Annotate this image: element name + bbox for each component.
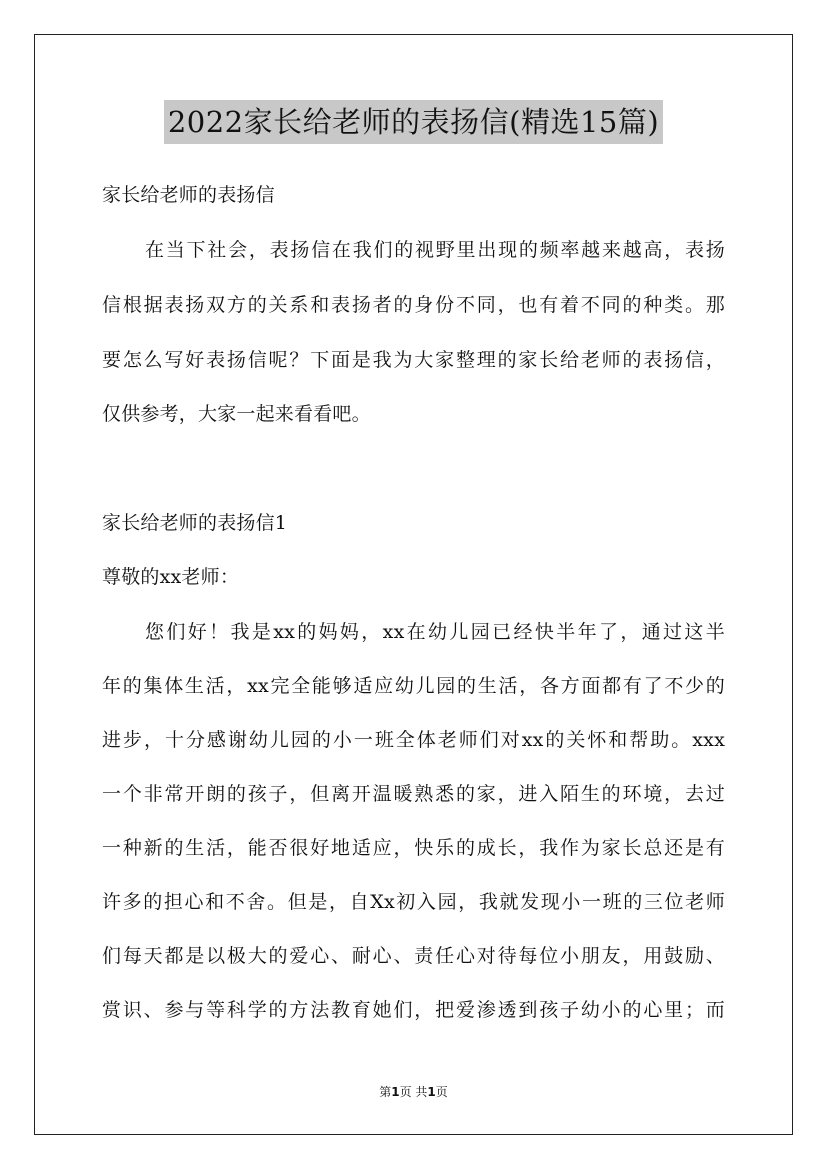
letter-line-text: 许多的担心和不舍。但是，自Xx初入园，我就发现小一班的三位老师	[102, 891, 725, 913]
letter-line-text: 一种新的生活，能否很好地适应，快乐的成长，我作为家长总还是有	[102, 837, 725, 859]
letter-line	[102, 779, 725, 806]
letter-line	[102, 725, 725, 752]
letter-line	[102, 833, 725, 860]
letter-line	[102, 995, 725, 1022]
footer-total-pages: 1	[427, 1085, 436, 1099]
letter-line-text: 年的集体生活，xx完全能够适应幼儿园的生活，各方面都有了不少的	[102, 675, 725, 697]
letter-line	[145, 617, 725, 644]
intro-paragraph-line: 仅供参考，大家一起来看看吧。	[102, 403, 371, 425]
intro-heading: 家长给老师的表扬信	[102, 184, 275, 206]
intro-line-text: 要怎么写好表扬信呢？下面是我为大家整理的家长给老师的表扬信，	[102, 349, 725, 371]
page-footer	[0, 1083, 827, 1100]
letter-line	[102, 671, 725, 698]
footer-suffix: 页	[435, 1085, 448, 1099]
letter-line-text: 进步，十分感谢幼儿园的小一班全体老师们对xx的关怀和帮助。xxx	[102, 729, 725, 751]
intro-paragraph-line	[102, 290, 725, 317]
salutation: 尊敬的xx老师：	[102, 566, 240, 588]
letter-line-text: 们每天都是以极大的爱心、耐心、责任心对待每位小朋友，用鼓励、	[102, 945, 725, 967]
footer-mid: 页 共	[399, 1085, 428, 1099]
document-title: 2022家长给老师的表扬信(精选15篇)	[164, 100, 663, 144]
footer-page-number: 1	[391, 1085, 400, 1099]
intro-paragraph-line	[102, 345, 725, 372]
letter-line	[102, 941, 725, 968]
letter-line-text: 赏识、参与等科学的方法教育她们，把爱渗透到孩子幼小的心里；而	[102, 999, 725, 1021]
letter-line-text: 一个非常开朗的孩子，但离开温暖熟悉的家，进入陌生的环境，去过	[102, 783, 725, 805]
title-container	[0, 100, 827, 144]
intro-line-text: 信根据表扬双方的关系和表扬者的身份不同，也有着不同的种类。那	[102, 294, 725, 316]
footer-prefix: 第	[379, 1085, 392, 1099]
section-heading: 家长给老师的表扬信1	[102, 512, 288, 534]
letter-line	[102, 887, 725, 914]
intro-paragraph-line	[145, 235, 725, 262]
letter-line-text: 您们好！我是xx的妈妈，xx在幼儿园已经快半年了，通过这半	[145, 621, 725, 643]
intro-line-text: 在当下社会，表扬信在我们的视野里出现的频率越来越高，表扬	[145, 239, 725, 261]
